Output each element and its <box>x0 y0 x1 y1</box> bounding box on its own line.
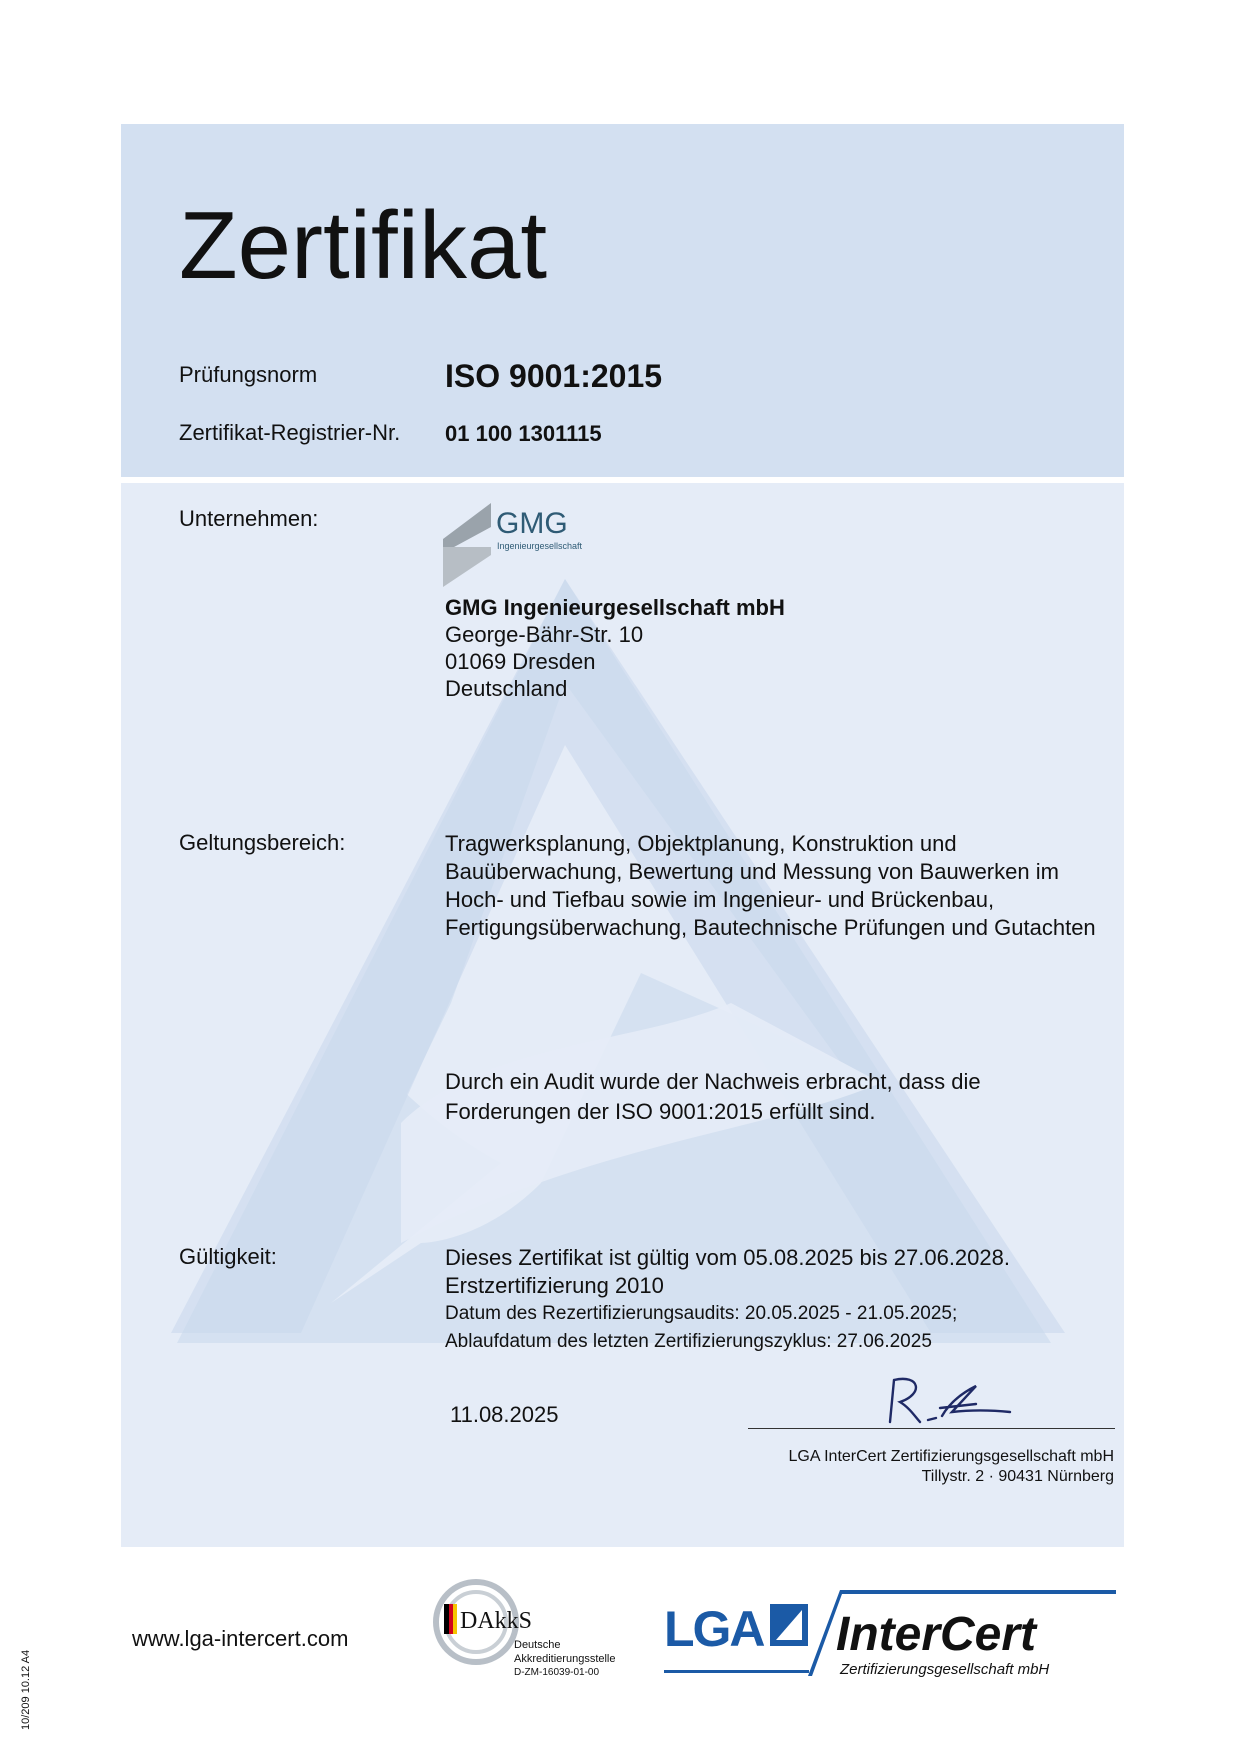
dakks-title: DAkkS <box>460 1608 533 1634</box>
first-certification: Erstzertifizierung 2010 <box>445 1273 664 1298</box>
gmg-logo-text: GMG <box>496 507 568 540</box>
company-label: Unternehmen: <box>179 506 319 531</box>
previous-cycle-expiry: Ablaufdatum des letzten Zertifizierungszyklus: 27.06.2025 <box>445 1331 932 1352</box>
gmg-logo <box>443 503 583 587</box>
company-address <box>445 594 785 702</box>
audit-statement: Durch ein Audit wurde der Nachweis erbracht, dass die Forderungen der ISO 9001:2015 erfüllt sind. <box>445 1069 981 1124</box>
dakks-accreditation-logo <box>432 1570 632 1680</box>
validity-label: Gültigkeit: <box>179 1244 277 1269</box>
dakks-line1: Deutsche <box>514 1639 561 1651</box>
standard-label: Prüfungsnorm <box>179 362 318 387</box>
document-reference: 10/209 10.12 A4 <box>20 1649 32 1730</box>
certificate-title: Zertifikat <box>179 192 548 299</box>
validity-period: Dieses Zertifikat ist gültig vom 05.08.2025 bis 27.06.2028. <box>445 1245 1010 1270</box>
dakks-line2: Akkreditierungsstelle <box>514 1653 616 1665</box>
lga-intercert-logo <box>664 1590 1116 1680</box>
issue-date: 11.08.2025 <box>450 1402 559 1427</box>
dakks-id: D-ZM-16039-01-00 <box>514 1667 600 1678</box>
lga-logo-text: LGA <box>664 1601 764 1657</box>
signature-line <box>748 1428 1115 1429</box>
company-city: 01069 Dresden <box>445 649 596 674</box>
intercert-logo-text: InterCert <box>836 1608 1037 1661</box>
recertification-audit-date: Datum des Rezertifizierungsaudits: 20.05.2025 - 21.05.2025; <box>445 1303 958 1324</box>
intercert-subtext: Zertifizierungsgesellschaft mbH <box>840 1661 1050 1678</box>
registration-label: Zertifikat-Registrier-Nr. <box>179 420 401 445</box>
issuer-block <box>789 1447 1114 1487</box>
signature <box>880 1372 1020 1430</box>
issuer-name: LGA InterCert Zertifizierungsgesellschaft mbH <box>788 1448 1114 1465</box>
company-name: GMG Ingenieurgesellschaft mbH <box>445 595 785 620</box>
validity-block <box>445 1244 1085 1356</box>
company-country: Deutschland <box>445 676 568 701</box>
company-street: George-Bähr-Str. 10 <box>445 622 644 647</box>
issuer-address: Tillystr. 2 · 90431 Nürnberg <box>921 1468 1114 1485</box>
scope-label: Geltungsbereich: <box>179 830 346 855</box>
gmg-logo-subtext: Ingenieurgesellschaft <box>497 541 583 551</box>
registration-value: 01 100 1301115 <box>445 421 602 446</box>
standard-value: ISO 9001:2015 <box>445 358 663 394</box>
footer-website-link[interactable]: www.lga-intercert.com <box>132 1626 349 1651</box>
scope-text: Tragwerksplanung, Objektplanung, Konstruktion und Bauüberwachung, Bewertung und Messung von Bauwerken im Hoch- und Tiefbau sowie im Ingenieur- und Brückenbau, Fertigungsüberwachung, Bautechnische Prüfungen und Gutachten <box>445 831 1096 940</box>
